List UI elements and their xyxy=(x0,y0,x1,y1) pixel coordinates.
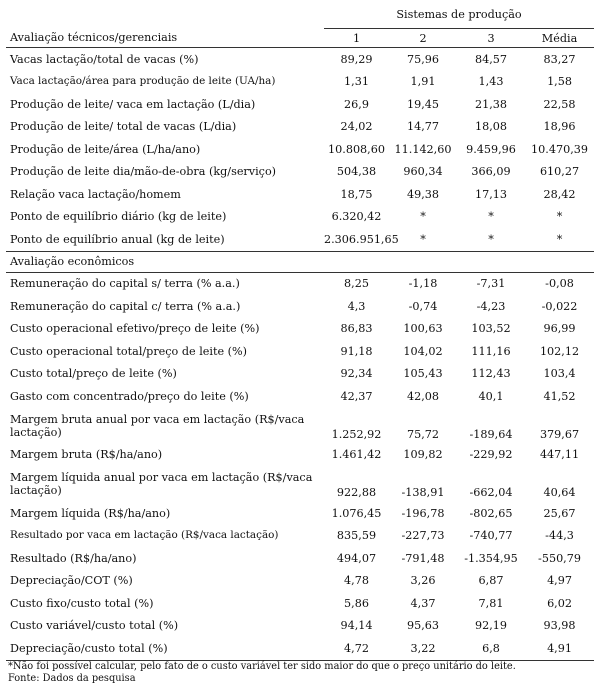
cell-value: 1.076,45 xyxy=(331,506,382,520)
cell-value: -662,04 xyxy=(469,486,513,499)
table-row xyxy=(6,116,594,139)
cell-value: -0,08 xyxy=(545,277,574,291)
col-header-system-1: 1 xyxy=(324,29,389,48)
cell-value: 6.320,42 xyxy=(331,210,382,224)
cell-value: 83,27 xyxy=(543,52,576,66)
cell-value: 28,42 xyxy=(543,187,576,201)
cell-value: -196,78 xyxy=(401,506,445,520)
cell-value: * xyxy=(556,210,563,224)
col-header-system-2: 2 xyxy=(389,29,457,48)
row-label: Margem líquida (R$/ha/ano) xyxy=(10,506,171,520)
row-label: Produção de leite/área (L/ha/ano) xyxy=(10,142,201,156)
cell-value: 8,25 xyxy=(344,277,369,291)
row-label: Gasto com concentrado/preço do leite (%) xyxy=(10,389,249,403)
econ-section-row xyxy=(6,251,594,272)
cell-value: 22,58 xyxy=(543,97,576,111)
source-note: Fonte: Dados da pesquisa xyxy=(8,673,136,684)
cell-value: 835,59 xyxy=(336,529,377,543)
cell-value: 10.808,60 xyxy=(328,142,385,156)
econ-section-header: Avaliação econômicos xyxy=(6,251,594,272)
row-label: Produção de leite/ vaca em lactação (L/dia) xyxy=(10,97,256,111)
cell-value: 112,43 xyxy=(471,367,511,381)
cell-value: -550,79 xyxy=(538,551,581,565)
cell-value: 84,57 xyxy=(474,52,508,66)
cell-value: 4,72 xyxy=(324,637,389,660)
col-header-media: Média xyxy=(525,29,594,48)
cell-value: 94,14 xyxy=(340,619,373,633)
cell-value: 4,37 xyxy=(410,596,436,610)
cell-value: * xyxy=(420,232,426,246)
cell-value: * xyxy=(420,210,426,224)
row-label: Custo operacional efetivo/preço de leite (%) xyxy=(10,322,260,336)
tech-rows xyxy=(6,48,594,252)
cell-value: 102,12 xyxy=(539,344,580,358)
col-header-system-3: 3 xyxy=(457,29,525,48)
cell-value: 922,88 xyxy=(336,486,377,499)
table-row xyxy=(6,138,594,161)
cell-value: 26,9 xyxy=(344,97,369,111)
row-label: Resultado por vaca em lactação (R$/vaca lactação) xyxy=(10,529,279,542)
cell-value: 93,98 xyxy=(543,619,576,633)
cell-value: 504,38 xyxy=(336,165,377,179)
cell-value: 18,96 xyxy=(543,120,576,134)
cell-value: 494,07 xyxy=(336,551,377,565)
cell-value: 14,77 xyxy=(406,120,440,134)
cell-value: 6,87 xyxy=(478,574,504,588)
cell-value: 100,63 xyxy=(403,322,443,336)
cell-value: -227,73 xyxy=(401,529,445,543)
production-systems-table xyxy=(6,8,594,661)
table-row xyxy=(6,502,594,525)
table-row xyxy=(6,71,594,94)
cell-value: 6,02 xyxy=(547,596,572,610)
cell-value: * xyxy=(556,232,563,246)
row-label: Vacas lactação/total de vacas (%) xyxy=(10,52,199,66)
cell-value: -740,77 xyxy=(469,529,513,543)
cell-value: 10.470,39 xyxy=(531,142,588,156)
row-label: Resultado (R$/ha/ano) xyxy=(10,551,137,565)
systems-header-row xyxy=(6,8,594,29)
table-row xyxy=(6,615,594,638)
row-label: Depreciação/custo total (%) xyxy=(6,637,324,660)
cell-value: 40,1 xyxy=(478,389,504,403)
cell-value: 92,19 xyxy=(474,619,508,633)
cell-value: -4,23 xyxy=(476,299,506,313)
row-label: Relação vaca lactação/homem xyxy=(10,187,181,201)
row-label: Custo variável/custo total (%) xyxy=(10,619,179,633)
cell-value: 25,67 xyxy=(543,506,576,520)
cell-value: 7,81 xyxy=(478,596,504,610)
cell-value: 366,09 xyxy=(471,165,511,179)
table-row xyxy=(6,363,594,386)
cell-value: 42,37 xyxy=(340,389,373,403)
cell-value: -7,31 xyxy=(476,277,506,291)
cell-value: 19,45 xyxy=(406,97,440,111)
footnote: *Não foi possível calcular, pelo fato de o custo variável ter sido maior do que o preço unitário do leite. xyxy=(8,661,516,672)
table-row xyxy=(6,385,594,408)
cell-value: 3,26 xyxy=(410,574,436,588)
cell-value: 4,3 xyxy=(347,299,366,313)
cell-value: -138,91 xyxy=(401,486,445,499)
cell-value: 75,72 xyxy=(406,427,440,441)
cell-value: * xyxy=(488,210,494,224)
table-row xyxy=(6,183,594,206)
cell-value: 95,63 xyxy=(406,619,440,633)
cell-value: 40,64 xyxy=(543,486,576,499)
cell-value: 610,27 xyxy=(539,165,580,179)
cell-value: 41,52 xyxy=(543,389,576,403)
table-row xyxy=(6,161,594,184)
cell-value: 379,67 xyxy=(539,427,580,441)
table-row xyxy=(6,408,594,444)
cell-value: 1,43 xyxy=(478,75,504,89)
cell-value: 103,4 xyxy=(543,367,576,381)
cell-value: 1.461,42 xyxy=(331,448,382,462)
table-footer xyxy=(8,661,596,685)
cell-value: 103,52 xyxy=(471,322,511,336)
cell-value: -189,64 xyxy=(469,427,513,441)
cell-value: 105,43 xyxy=(403,367,443,381)
systems-header: Sistemas de produção xyxy=(324,8,594,29)
cell-value: -791,48 xyxy=(401,551,445,565)
cell-value: 42,08 xyxy=(406,389,440,403)
table-row xyxy=(6,637,594,660)
column-header-row xyxy=(6,29,594,48)
row-label: Ponto de equilíbrio anual (kg de leite) xyxy=(10,232,225,246)
row-label: Custo total/preço de leite (%) xyxy=(10,367,177,381)
cell-value: -0,74 xyxy=(408,299,438,313)
cell-value: 21,38 xyxy=(474,97,508,111)
table-row xyxy=(6,93,594,116)
row-label: Custo fixo/custo total (%) xyxy=(10,596,154,610)
cell-value: 3,22 xyxy=(389,637,457,660)
row-label: Margem líquida anual por vaca em lactação (R$/vaca lactação) xyxy=(10,471,313,497)
row-label: Margem bruta (R$/ha/ano) xyxy=(10,448,163,462)
cell-value: 104,02 xyxy=(403,344,443,358)
row-label: Depreciação/COT (%) xyxy=(10,574,133,588)
data-table-container xyxy=(6,8,594,661)
table-row xyxy=(6,570,594,593)
table-row xyxy=(6,272,594,295)
cell-value: -44,3 xyxy=(545,529,574,543)
cell-value: 447,11 xyxy=(539,448,580,462)
cell-value: 1.252,92 xyxy=(331,427,382,441)
cell-value: 6,8 xyxy=(457,637,525,660)
econ-rows xyxy=(6,272,594,660)
row-label: Remuneração do capital c/ terra (% a.a.) xyxy=(10,299,241,313)
cell-value: 4,78 xyxy=(344,574,369,588)
cell-value: 75,96 xyxy=(406,52,440,66)
cell-value: 24,02 xyxy=(340,120,373,134)
cell-value: 96,99 xyxy=(543,322,576,336)
cell-value: 960,34 xyxy=(403,165,443,179)
cell-value: 18,75 xyxy=(340,187,373,201)
table-row xyxy=(6,228,594,251)
table-row xyxy=(6,295,594,318)
cell-value: 18,08 xyxy=(474,120,508,134)
table-row xyxy=(6,48,594,71)
cell-value: -802,65 xyxy=(469,506,513,520)
cell-value: * xyxy=(488,232,494,246)
cell-value: 49,38 xyxy=(406,187,440,201)
cell-value: 1,91 xyxy=(410,75,436,89)
row-label: Remuneração do capital s/ terra (% a.a.) xyxy=(10,277,240,291)
cell-value: 2.306.951,65 xyxy=(324,232,399,246)
cell-value: 91,18 xyxy=(340,344,373,358)
cell-value: -229,92 xyxy=(469,448,513,462)
row-label: Vaca lactação/área para produção de leite (UA/ha) xyxy=(10,75,276,88)
cell-value: 92,34 xyxy=(340,367,373,381)
cell-value: 89,29 xyxy=(340,52,373,66)
row-label: Produção de leite/ total de vacas (L/dia) xyxy=(10,120,237,134)
table-row xyxy=(6,444,594,467)
cell-value: -1.354,95 xyxy=(464,551,518,565)
table-row xyxy=(6,318,594,341)
cell-value: 9.459,96 xyxy=(466,142,516,156)
table-row xyxy=(6,547,594,570)
cell-value: 1,31 xyxy=(344,75,369,89)
table-row xyxy=(6,340,594,363)
cell-value: 86,83 xyxy=(340,322,373,336)
cell-value: 4,97 xyxy=(547,574,572,588)
cell-value: 17,13 xyxy=(474,187,508,201)
cell-value: 109,82 xyxy=(403,448,443,462)
cell-value: 111,16 xyxy=(471,344,511,358)
row-label: Ponto de equilíbrio diário (kg de leite) xyxy=(10,210,227,224)
cell-value: 1,58 xyxy=(547,75,572,89)
row-label: Margem bruta anual por vaca em lactação (R$/vaca lactação) xyxy=(10,412,305,439)
cell-value: 11.142,60 xyxy=(394,142,452,156)
table-row xyxy=(6,592,594,615)
cell-value: -1,18 xyxy=(408,277,438,291)
cell-value: -0,022 xyxy=(541,299,578,313)
row-label: Produção de leite dia/mão-de-obra (kg/serviço) xyxy=(10,165,277,179)
table-row xyxy=(6,206,594,229)
cell-value: 4,91 xyxy=(525,637,594,660)
table-row xyxy=(6,466,594,502)
row-label: Custo operacional total/preço de leite (%) xyxy=(10,344,247,358)
cell-value: 5,86 xyxy=(344,596,369,610)
tech-section-header: Avaliação técnicos/gerenciais xyxy=(6,29,324,48)
table-row xyxy=(6,525,594,548)
